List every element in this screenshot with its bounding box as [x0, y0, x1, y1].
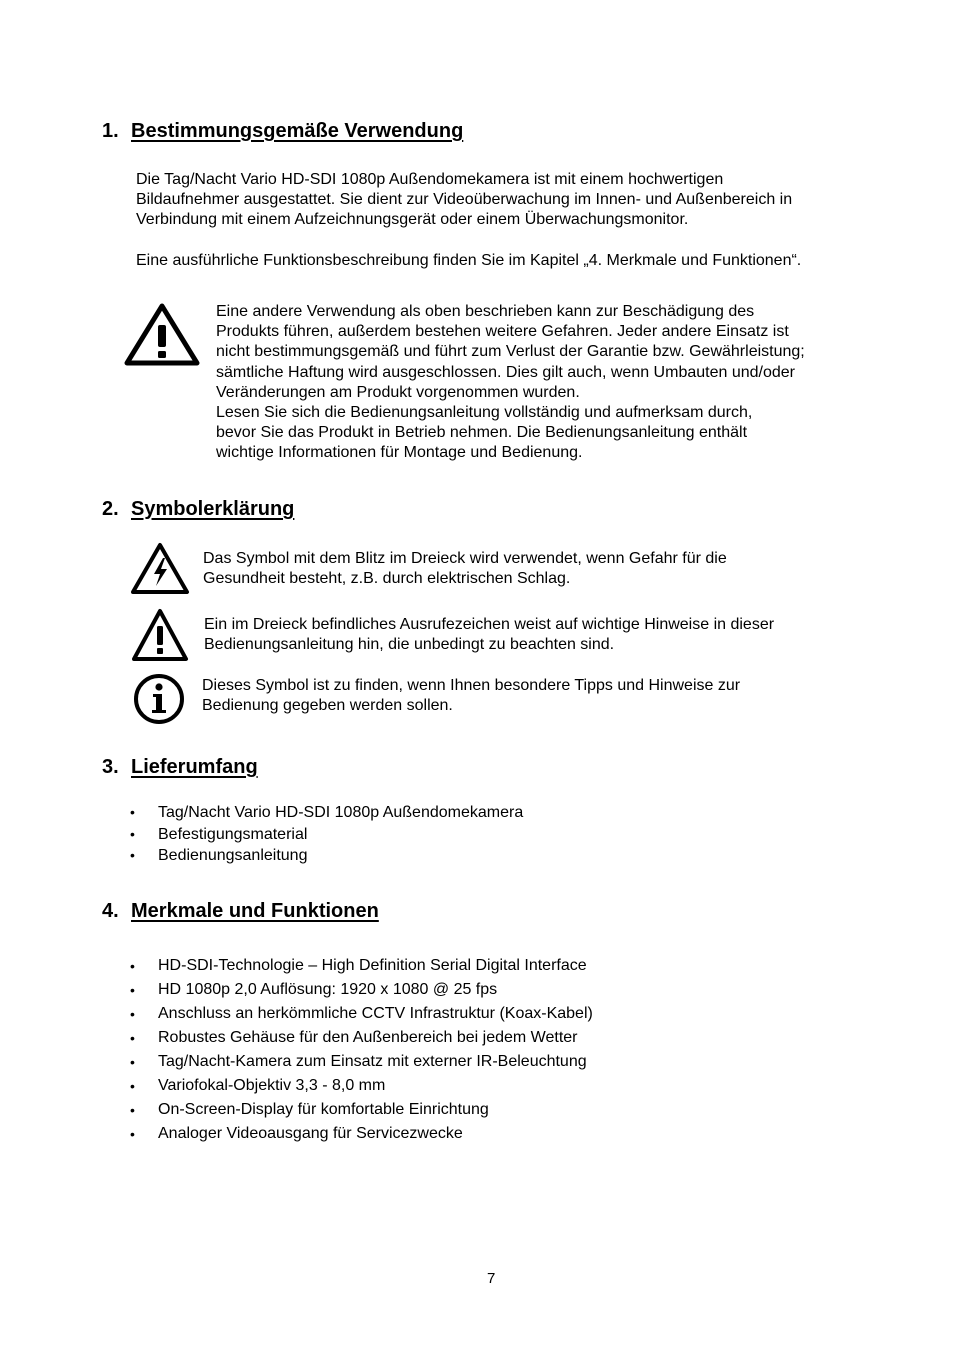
section-number: 1.	[102, 120, 119, 142]
symbol-description-info	[202, 676, 740, 716]
symbol-description-lightning	[203, 549, 727, 589]
list-item: • Bedienungsanleitung	[130, 845, 523, 867]
text-line: Bedienung gegeben werden sollen.	[202, 697, 453, 715]
symbol-description-exclamation	[204, 615, 774, 655]
exclamation-triangle-icon	[131, 608, 189, 662]
list-item: • Analoger Videoausgang für Servicezwecke	[130, 1122, 593, 1146]
list-item: • HD 1080p 2,0 Auflösung: 1920 x 1080 @ 25 fps	[130, 978, 593, 1002]
text-line: Gesundheit besteht, z.B. durch elektrischen Schlag.	[203, 570, 571, 588]
section-heading-3	[102, 756, 258, 779]
list-item: • Robustes Gehäuse für den Außenbereich bei jedem Wetter	[130, 1026, 593, 1050]
info-circle-icon	[133, 673, 185, 725]
text-line: Bedienungsanleitung hin, die unbedingt zu beachten sind.	[204, 636, 615, 654]
warning-triangle-icon	[124, 303, 200, 366]
page-number: 7	[487, 1270, 496, 1287]
text-line: Dieses Symbol ist zu finden, wenn Ihnen besondere Tipps und Hinweise zur	[202, 677, 741, 694]
text-line: bevor Sie das Produkt in Betrieb nehmen. Die Bedienungsanleitung enthält	[216, 424, 748, 442]
text-line: Bildaufnehmer ausgestattet. Sie dient zur Videoüberwachung im Innen- und Außenbereich in	[136, 191, 793, 209]
intro-reference-paragraph: Eine ausführliche Funktionsbeschreibung finden Sie im Kapitel „4. Merkmale und Funktionen“.	[136, 252, 802, 269]
text-line: Lesen Sie sich die Bedienungsanleitung vollständig und aufmerksam durch,	[216, 404, 753, 422]
intro-paragraph	[136, 170, 792, 231]
text-line: Veränderungen am Produkt vorgenommen wurden.	[216, 383, 580, 401]
text-line: sämtliche Haftung wird ausgeschlossen. Dies gilt auch, wenn Umbauten und/oder	[216, 363, 795, 381]
section-number: 2.	[102, 498, 119, 520]
section-title: Lieferumfang	[131, 756, 258, 778]
text-line: wichtige Informationen für Montage und Bedienung.	[216, 444, 583, 462]
merkmale-list	[130, 954, 593, 1146]
text-line: Produkts führen, außerdem bestehen weitere Gefahren. Jeder andere Einsatz ist	[216, 323, 789, 341]
lightning-triangle-icon	[130, 542, 190, 595]
section-title: Bestimmungsgemäße Verwendung	[131, 120, 464, 142]
section-heading-2	[102, 498, 294, 521]
list-item: • On-Screen-Display für komfortable Einrichtung	[130, 1098, 593, 1122]
lieferumfang-list	[130, 802, 523, 867]
text-line: nicht bestimmungsgemäß und führt zum Verlust der Garantie bzw. Gewährleistung;	[216, 343, 805, 361]
list-item: • Tag/Nacht-Kamera zum Einsatz mit externer IR-Beleuchtung	[130, 1050, 593, 1074]
section-number: 4.	[102, 900, 119, 922]
text-line: Die Tag/Nacht Vario HD-SDI 1080p Außendomekamera ist mit einem hochwertigen	[136, 171, 724, 188]
section-heading-4	[102, 900, 379, 923]
list-item: • Tag/Nacht Vario HD-SDI 1080p Außendomekamera	[130, 802, 523, 824]
list-item: • Befestigungsmaterial	[130, 824, 523, 846]
text-line: Verbindung mit einem Aufzeichnungsgerät oder einem Überwachungsmonitor.	[136, 211, 689, 229]
warning-text	[216, 302, 805, 464]
text-line: Eine andere Verwendung als oben beschrieben kann zur Beschädigung des	[216, 303, 755, 320]
section-number: 3.	[102, 756, 119, 778]
list-item: • Variofokal-Objektiv 3,3 - 8,0 mm	[130, 1074, 593, 1098]
section-heading-1	[102, 120, 463, 143]
list-item: • HD-SDI-Technologie – High Definition Serial Digital Interface	[130, 954, 593, 978]
text-line: Ein im Dreieck befindliches Ausrufezeichen weist auf wichtige Hinweise in dieser	[204, 616, 775, 633]
section-title: Symbolerklärung	[131, 498, 295, 520]
list-item: • Anschluss an herkömmliche CCTV Infrastruktur (Koax-Kabel)	[130, 1002, 593, 1026]
section-title: Merkmale und Funktionen	[131, 900, 379, 922]
text-line: Das Symbol mit dem Blitz im Dreieck wird verwendet, wenn Gefahr für die	[203, 550, 727, 567]
